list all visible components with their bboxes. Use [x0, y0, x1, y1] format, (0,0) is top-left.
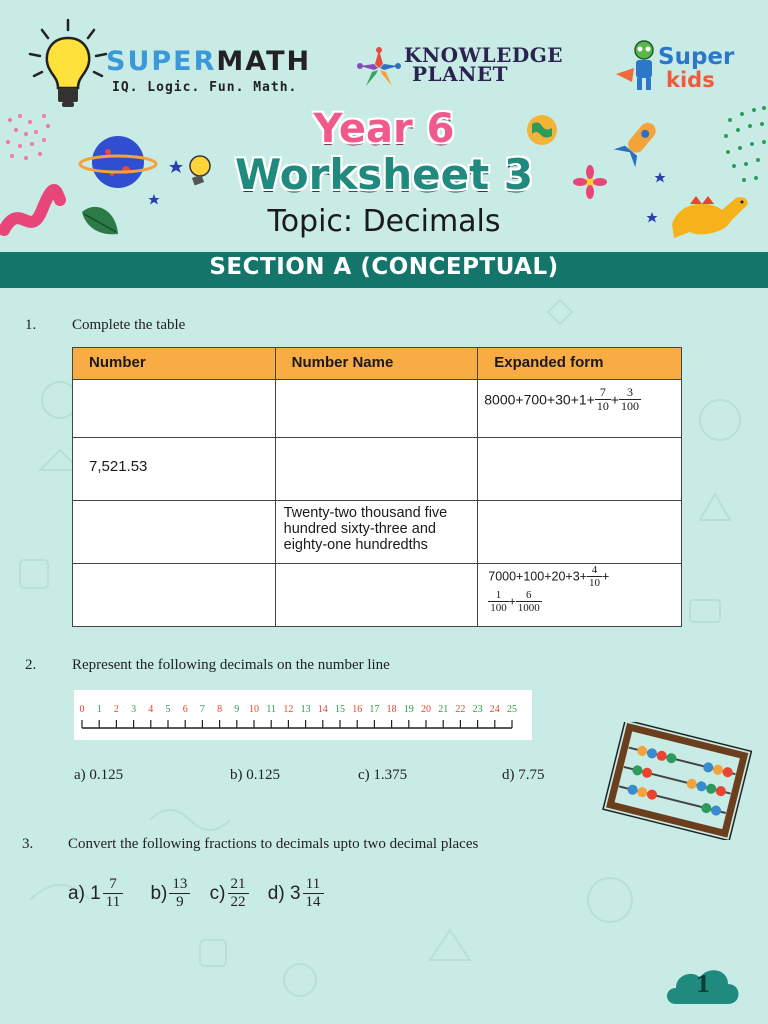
number-line-tick-label: 13: [300, 704, 311, 715]
table-row: [73, 438, 682, 501]
number-line-tick-label: 17: [369, 704, 380, 715]
worksheet-title: Worksheet 3: [234, 150, 534, 199]
numerator: 3: [619, 386, 641, 400]
denominator: 100: [490, 602, 507, 614]
denominator: 14: [305, 894, 321, 910]
q3-number: 3.: [22, 836, 34, 852]
number-cell: [73, 438, 276, 501]
number-line-svg: [74, 690, 532, 740]
fraction: [228, 876, 249, 911]
expanded-prefix: 7000+100+20+3+: [488, 569, 587, 584]
number-line-tick-label: 14: [317, 704, 328, 715]
number-line-tick-label: 25: [507, 704, 517, 715]
q1-text: Complete the table: [72, 317, 186, 333]
number-line-tick-label: 23: [472, 704, 483, 715]
q3-item-d: [268, 876, 326, 911]
number-line-tick-label: 1: [96, 704, 102, 715]
lightbulb-icon: [28, 18, 108, 110]
answer-cell[interactable]: [275, 564, 478, 627]
number-line-tick-label: 9: [234, 704, 240, 715]
denominator: 9: [176, 894, 184, 910]
super-kids-line2: kids: [666, 68, 715, 92]
table-row: [73, 380, 682, 438]
number-line-tick-label: 12: [283, 704, 294, 715]
number-name-value: Twenty-two thousand five hundred sixty-three and eighty-one hundredths: [283, 505, 448, 553]
answer-cell[interactable]: [275, 438, 478, 501]
answer-cell[interactable]: [73, 564, 276, 627]
q2-option-d: d) 7.75: [502, 767, 545, 783]
q2-option-c: c) 1.375: [358, 767, 408, 783]
q2-option-b: b) 0.125: [230, 767, 280, 783]
abacus-icon: [600, 722, 752, 840]
denominator: 11: [105, 894, 121, 910]
page-number: 1: [695, 972, 711, 998]
number-line-tick-label: 6: [182, 704, 188, 715]
topic-title: Topic: Decimals: [267, 204, 501, 239]
kp-line1: KNOWLEDGE: [404, 43, 564, 67]
q1-number: 1.: [25, 317, 37, 333]
section-title: SECTION A (CONCEPTUAL): [209, 254, 559, 280]
number-line-tick-label: 5: [165, 704, 171, 715]
answer-cell[interactable]: [275, 380, 478, 438]
denominator: 10: [588, 577, 600, 589]
table-header-row: [73, 348, 682, 380]
year-title: Year 6: [313, 106, 455, 152]
numerator: 7: [595, 386, 611, 400]
table-header-cell: Number Name: [275, 348, 478, 380]
q3-item-a: [68, 876, 125, 911]
number-line-tick-label: 7: [199, 704, 205, 715]
number-line-tick-label: 18: [386, 704, 397, 715]
number-line-tick-label: 15: [335, 704, 345, 715]
expanded-form-cell: [478, 564, 682, 627]
q2-option-a: a) 0.125: [74, 767, 124, 783]
table-row: [73, 564, 682, 627]
q3-label-b: b): [150, 882, 168, 904]
fraction: [595, 386, 611, 413]
number-line-tick-label: 2: [113, 704, 119, 715]
number-line-tick-label: 16: [352, 704, 363, 715]
supermath-logo: [28, 18, 312, 108]
fraction: [488, 589, 509, 614]
numerator: 7: [103, 876, 123, 894]
kp-line2: PLANET: [412, 62, 509, 86]
answer-cell[interactable]: [73, 380, 276, 438]
q3-item-b: [150, 876, 192, 911]
fraction: [303, 876, 324, 911]
expanded-prefix: 8000+700+30+1+: [484, 391, 595, 408]
numerator: 21: [228, 876, 249, 894]
fraction: [587, 564, 602, 589]
number-line-tick-label: 8: [217, 704, 223, 715]
denominator: 1000: [517, 602, 540, 614]
fraction: [516, 589, 542, 614]
number-line-tick-label: 3: [131, 704, 137, 715]
denominator: 22: [230, 894, 246, 910]
q3-text: Convert the following fractions to decimals upto two decimal places: [68, 836, 479, 852]
numerator: 6: [516, 589, 542, 602]
number-line-tick-label: 11: [266, 704, 277, 715]
fraction: [619, 386, 641, 413]
answer-cell[interactable]: [478, 501, 682, 564]
table-row: [73, 501, 682, 564]
supermath-title-a: SUPER: [106, 46, 217, 77]
plus-sign: +: [601, 569, 610, 584]
knowledge-planet-logo: [356, 44, 576, 94]
number-line-tick-label: 20: [421, 704, 431, 715]
q2-text: Represent the following decimals on the number line: [72, 657, 390, 673]
answer-cell[interactable]: [73, 501, 276, 564]
supermath-wordmark: [106, 46, 311, 77]
super-kids-line1: Super: [658, 44, 735, 70]
number-line-tick-label: 19: [403, 704, 414, 715]
number-line-tick-label: 22: [455, 704, 466, 715]
number-line[interactable]: [74, 690, 532, 740]
q2-number: 2.: [25, 657, 37, 673]
fraction: [169, 876, 190, 911]
number-line-tick-label: 10: [249, 704, 259, 715]
numerator: 4: [587, 564, 602, 577]
super-kids-logo: [612, 38, 752, 98]
decimals-table: [72, 347, 682, 627]
numerator: 13: [169, 876, 190, 894]
answer-cell[interactable]: [478, 438, 682, 501]
q3-fractions: [68, 876, 338, 911]
q3-label-c: c): [209, 882, 226, 904]
denominator: 100: [621, 399, 640, 413]
supermath-tagline: IQ. Logic. Fun. Math.: [112, 80, 298, 95]
q3-label-a: a) 1: [68, 882, 101, 904]
people-star-icon: [356, 46, 402, 92]
number-line-tick-label: 24: [489, 704, 500, 715]
q3-item-c: [210, 876, 251, 911]
number-value: 7,521.53: [89, 458, 148, 475]
number-name-cell: [275, 501, 478, 564]
fraction: [103, 876, 123, 911]
denominator: 10: [596, 399, 609, 413]
table-header-cell: Number: [73, 348, 276, 380]
numerator: 11: [303, 876, 324, 894]
number-line-tick-label: 4: [148, 704, 154, 715]
number-line-tick-label: 0: [79, 704, 85, 715]
number-line-tick-label: 21: [438, 704, 449, 715]
q3-label-d: d) 3: [267, 882, 301, 904]
plus-sign: +: [610, 391, 620, 408]
robot-mascot-icon: [612, 38, 660, 98]
plus-sign: +: [508, 594, 516, 609]
numerator: 1: [488, 589, 509, 602]
knowledge-planet-wordmark: [404, 43, 564, 86]
table-header-cell: Expanded form: [478, 348, 682, 380]
supermath-title-b: MATH: [216, 46, 312, 77]
expanded-form-cell: [478, 380, 682, 438]
